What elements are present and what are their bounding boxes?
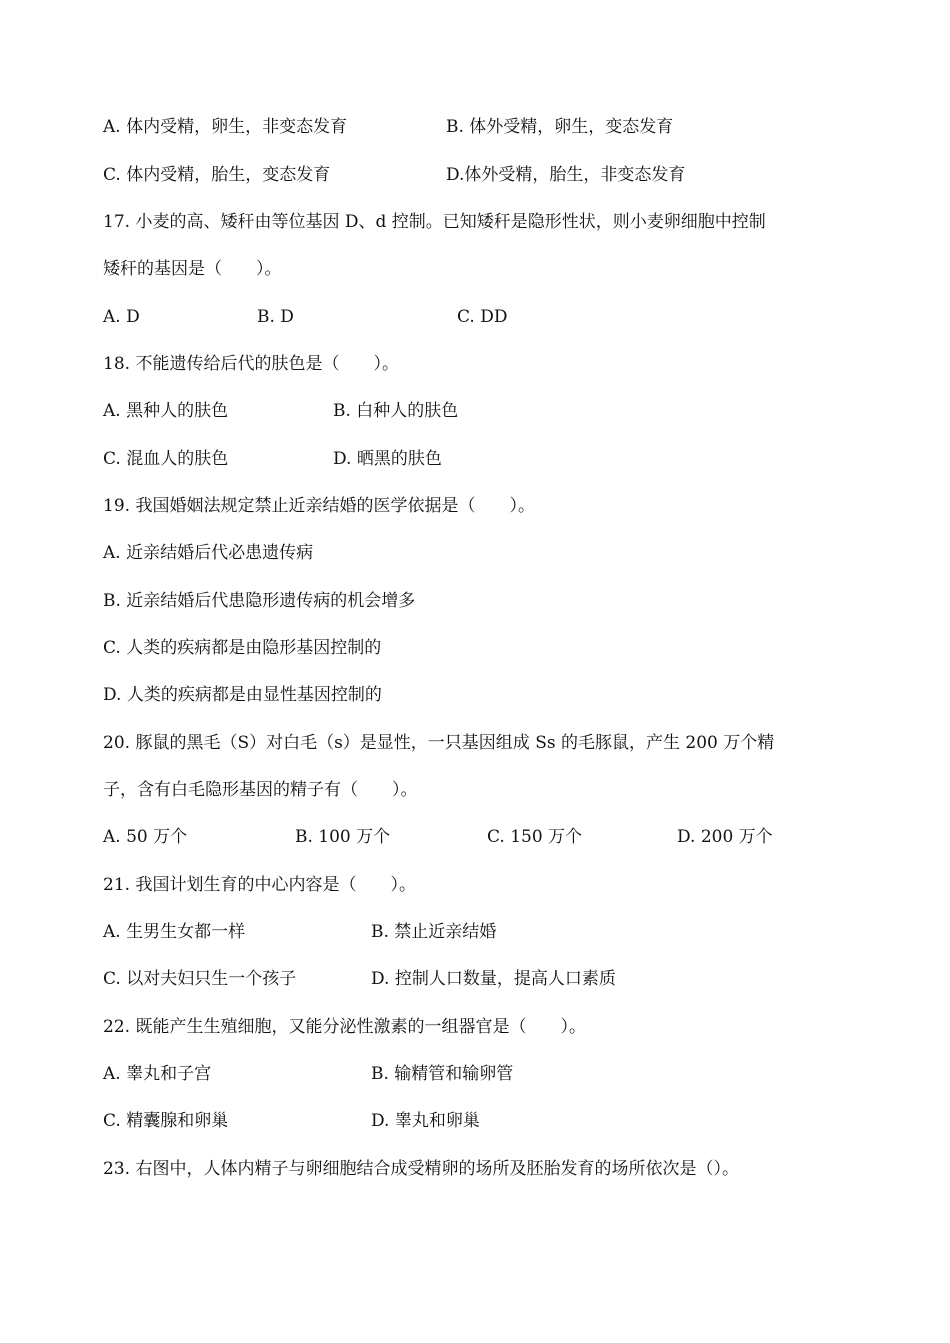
q19-option-d: D. 人类的疾病都是由显性基因控制的 [103, 685, 382, 705]
q16-option-a: A. 体内受精，卵生，非变态发育 [103, 117, 348, 137]
q16-option-c: C. 体内受精，胎生，变态发育 [103, 165, 331, 185]
q17-option-a: A. D [103, 307, 140, 327]
q18-option-b: B. 白种人的肤色 [333, 401, 459, 421]
q17-option-b: B. D [257, 307, 294, 327]
q17-stem-line2: 矮秆的基因是（ ）。 [103, 259, 282, 279]
q19-option-a: A. 近亲结婚后代必患遗传病 [103, 543, 314, 563]
q20-stem-line2: 子，含有白毛隐形基因的精子有（ ）。 [103, 780, 418, 800]
q20-option-c: C. 150 万个 [487, 827, 583, 847]
q21-option-b: B. 禁止近亲结婚 [371, 922, 497, 942]
q21-stem: 21. 我国计划生育的中心内容是（ ）。 [103, 875, 416, 895]
q21-option-a: A. 生男生女都一样 [103, 922, 246, 942]
q19-option-b: B. 近亲结婚后代患隐形遗传病的机会增多 [103, 591, 416, 611]
q22-option-b: B. 输精管和输卵管 [371, 1064, 514, 1084]
q17-option-c: C. DD [457, 307, 508, 327]
q18-option-d: D. 晒黑的肤色 [333, 449, 442, 469]
q20-option-b: B. 100 万个 [295, 827, 391, 847]
q22-stem: 22. 既能产生生殖细胞，又能分泌性激素的一组器官是（ ）。 [103, 1017, 586, 1037]
q21-option-d: D. 控制人口数量，提高人口素质 [371, 969, 616, 989]
q22-option-c: C. 精囊腺和卵巢 [103, 1111, 229, 1131]
q17-stem-line1: 17. 小麦的高、矮秆由等位基因 D、d 控制。已知矮秆是隐形性状，则小麦卵细胞中控制 [103, 212, 766, 232]
q20-stem-line1: 20. 豚鼠的黑毛（S）对白毛（s）是显性，一只基因组成 Ss 的毛豚鼠，产生 200 万个精 [103, 733, 775, 753]
q18-stem: 18. 不能遗传给后代的肤色是（ ）。 [103, 354, 399, 374]
q18-option-c: C. 混血人的肤色 [103, 449, 229, 469]
q16-option-b: B. 体外受精，卵生，变态发育 [446, 117, 674, 137]
q23-stem: 23. 右图中，人体内精子与卵细胞结合成受精卵的场所及胚胎发育的场所依次是（）。 [103, 1159, 739, 1179]
q20-option-d: D. 200 万个 [677, 827, 773, 847]
q19-option-c: C. 人类的疾病都是由隐形基因控制的 [103, 638, 382, 658]
q18-option-a: A. 黑种人的肤色 [103, 401, 229, 421]
q21-option-c: C. 以对夫妇只生一个孩子 [103, 969, 297, 989]
q20-option-a: A. 50 万个 [103, 827, 188, 847]
q22-option-d: D. 睾丸和卵巢 [371, 1111, 480, 1131]
q16-option-d: D.体外受精，胎生，非变态发育 [446, 165, 686, 185]
q22-option-a: A. 睾丸和子宫 [103, 1064, 212, 1084]
q19-stem: 19. 我国婚姻法规定禁止近亲结婚的医学依据是（ ）。 [103, 496, 535, 516]
